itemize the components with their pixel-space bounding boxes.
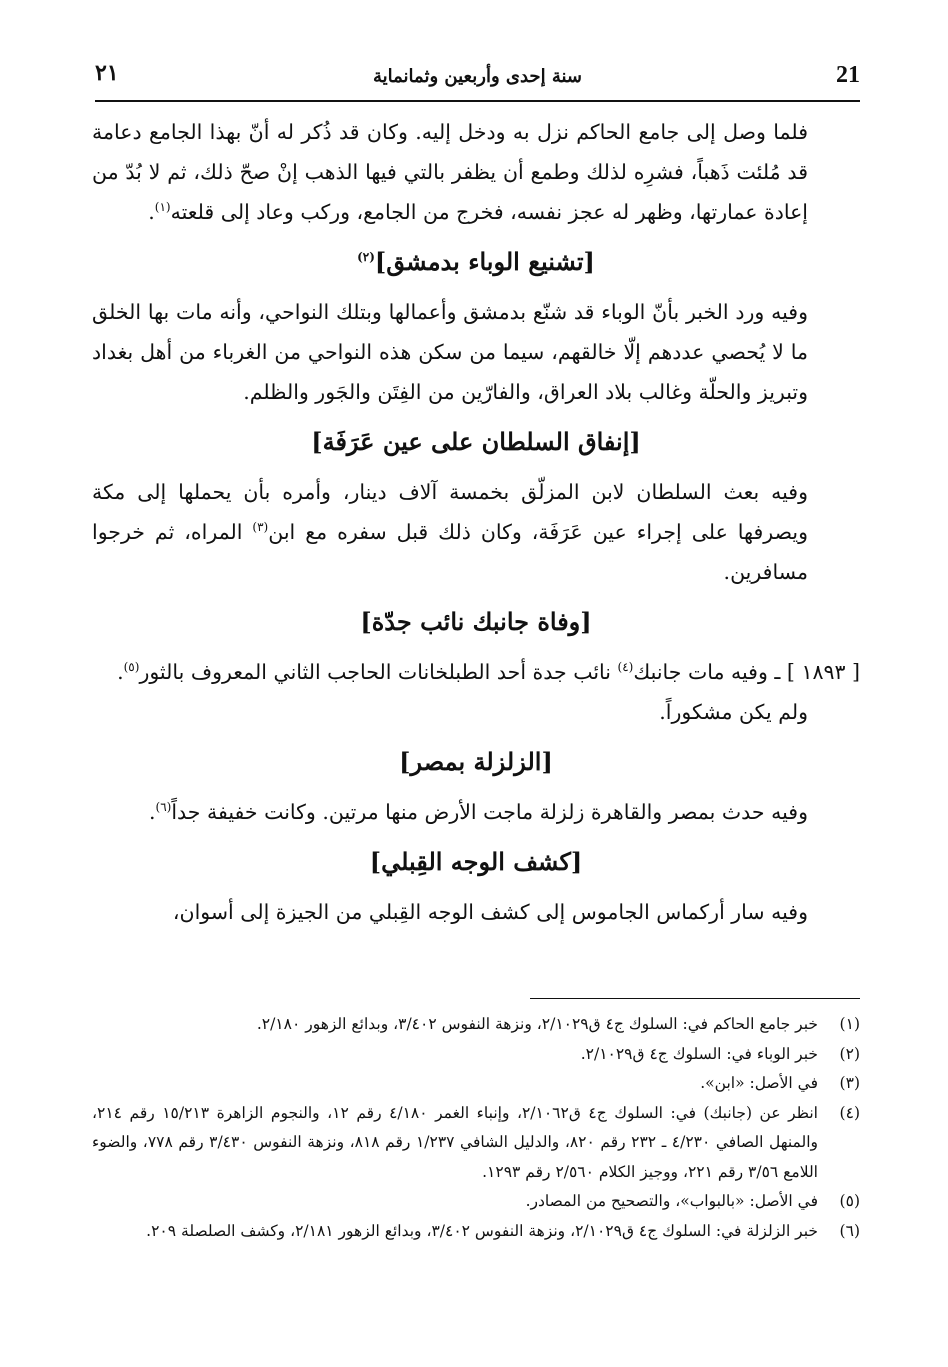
footnote-ref-6: (٦) bbox=[155, 800, 172, 815]
footnote-text: خبر الزلزلة في: السلوك ج٤ ق٢/١٠٢٩، ونزهة النفوس ٣/٤٠٢، وبدائع الزهور ٢/١٨١، وكشف الصلصلة ٢٠٩. bbox=[146, 1221, 818, 1240]
footnote-ref-4: (٤) bbox=[617, 660, 634, 675]
paragraph-1-text: فلما وصل إلى جامع الحاكم نزل به ودخل إليه. وكان قد ذُكر له أنّ بهذا الجامع دعامة قد مُلئت ذَهباً، فشرِه لذلك وطمع أن يظفر بالتي فيها الذهب إنْ صحّ ذلك، ثم لا بُدّ من إعادة عمارتها، وظهر له عجز نفسه، فخرج من الجامع، وركب وعاد إلى قلعته bbox=[92, 120, 808, 224]
footnote-number: (٢) bbox=[839, 1044, 860, 1063]
paragraph-4 bbox=[92, 652, 860, 692]
running-head bbox=[95, 58, 860, 102]
footnote-item bbox=[92, 1040, 860, 1070]
section-heading-arafa-text: [إنفاق السلطان على عين عَرَفَة] bbox=[311, 427, 641, 456]
footnote-item bbox=[92, 1099, 860, 1188]
main-text bbox=[92, 112, 860, 932]
paragraph-7 bbox=[92, 892, 860, 932]
footnote-number: (٤) bbox=[839, 1103, 860, 1122]
footnote-text: خبر جامع الحاكم في: السلوك ج٤ ق٢/١٠٢٩، ونزهة النفوس ٣/٤٠٢، وبدائع الزهور ٢/١٨٠. bbox=[256, 1015, 818, 1033]
section-heading-arafa-spring bbox=[92, 412, 860, 472]
footnote-number: (٦) bbox=[839, 1221, 860, 1240]
section-heading-upper-egypt bbox=[92, 832, 860, 892]
paragraph-4-text-b: نائب جدة أحد الطبلخانات الحاجب الثاني المعروف بالثور bbox=[139, 660, 618, 684]
paragraph-4-text-a: [ ١٨٩٣ ] ـ وفيه مات جانبك bbox=[633, 660, 860, 684]
section-heading-upper-egypt-text: [كشف الوجه القِبلي] bbox=[369, 847, 583, 876]
footnote-item bbox=[92, 1010, 860, 1040]
paragraph-7-text: وفيه سار أركماس الجاموس إلى كشف الوجه القِبلي من الجيزة إلى أسوان، bbox=[172, 900, 808, 924]
footnote-text: انظر عن (جانبك) في: السلوك ج٤ ق٢/١٠٦٢، وإنباء الغمر ٤/١٨٠ رقم ١٢، والنجوم الزاهرة ١٥/٢١٣ رقم ٢١٤، والمنهل الصافي ٤/٢٣٠ ـ ٢٣٢ رقم ٨٢٠، والدليل الشافي ١/٢٣٧ رقم ٨١٨، ونزهة النفوس ٣/٤٣٠ رقم ٧٧٨، والضوء اللامع ٣/٥٦ رقم ٢٢١، ووجيز الكلام ٢/٥٦٠ رقم ١٢٩٣. bbox=[92, 1103, 818, 1181]
footnote-divider bbox=[530, 998, 860, 999]
section-heading-janbak-text: [وفاة جانبك نائب جدّة] bbox=[360, 607, 592, 636]
footnote-item bbox=[92, 1217, 860, 1247]
running-title: سنة إحدى وأربعين وثمانماية bbox=[373, 66, 582, 87]
page-number-latin: 21 bbox=[836, 62, 860, 88]
footnote-ref-1: (١) bbox=[154, 200, 171, 215]
section-heading-janbak-death bbox=[92, 592, 860, 652]
paragraph-4-text-c: . bbox=[117, 660, 124, 684]
paragraph-2 bbox=[92, 292, 860, 412]
paragraph-6 bbox=[92, 792, 860, 832]
section-heading-earthquake-text: [الزلزلة بمصر] bbox=[399, 747, 553, 776]
paragraph-3 bbox=[92, 472, 860, 592]
paragraph-5 bbox=[92, 692, 860, 732]
section-heading-earthquake bbox=[92, 732, 860, 792]
page-number-arabic: ٢١ bbox=[95, 60, 119, 86]
paragraph-1-end: . bbox=[148, 200, 155, 224]
footnote-item bbox=[92, 1187, 860, 1217]
footnote-text: في الأصل: «بالبواب»، والتصحيح من المصادر. bbox=[525, 1192, 818, 1210]
footnote-ref-2: (٢) bbox=[357, 250, 375, 264]
paragraph-5-text: ولم يكن مشكوراً. bbox=[659, 700, 808, 724]
footnote-text: في الأصل: «ابن». bbox=[700, 1074, 818, 1092]
footnote-ref-3: (٣) bbox=[252, 520, 269, 535]
paragraph-6-text-b: . bbox=[148, 800, 156, 824]
paragraph-3-text-b: المراه، ثم خرجوا مسافرين. bbox=[92, 520, 808, 584]
footnote-text: خبر الوباء في: السلوك ج٤ ق٢/١٠٢٩. bbox=[580, 1044, 818, 1063]
paragraph-6-text-a: وفيه حدث بمصر والقاهرة زلزلة ماجت الأرض منها مرتين. وكانت خفيفة جداً bbox=[171, 800, 808, 824]
footnote-ref-5: (٥) bbox=[123, 660, 140, 675]
footnote-number: (٣) bbox=[839, 1074, 860, 1092]
section-heading-plague-text: [تشنيع الوباء بدمشق] bbox=[374, 247, 595, 276]
section-heading-plague bbox=[92, 232, 860, 292]
paragraph-3-text-a: وفيه بعث السلطان لابن المزلّق بخمسة آلاف دينار، وأمره بأن يحملها إلى مكة ويصرفها على إجراء عين عَرَفَة، وكان ذلك قبل سفره مع ابن bbox=[92, 480, 808, 544]
footnote-item bbox=[92, 1069, 860, 1099]
paragraph-2-text: وفيه ورد الخبر بأنّ الوباء قد شنّع بدمشق وأعمالها وبتلك النواحي، وأنه مات بها الخلق ما لا يُحصي عددهم إلّا خالقهم، سيما من سكن هذه النواحي من الغرباء من أهل بغداد وتبريز والحلّة وغالب بلاد العراق، والفارّين من الفِتَن والجَور والظلم. bbox=[92, 300, 808, 404]
footnotes bbox=[92, 1010, 860, 1246]
footnote-number: (٥) bbox=[839, 1192, 860, 1210]
footnote-number: (١) bbox=[839, 1015, 860, 1033]
paragraph-1 bbox=[92, 112, 860, 232]
